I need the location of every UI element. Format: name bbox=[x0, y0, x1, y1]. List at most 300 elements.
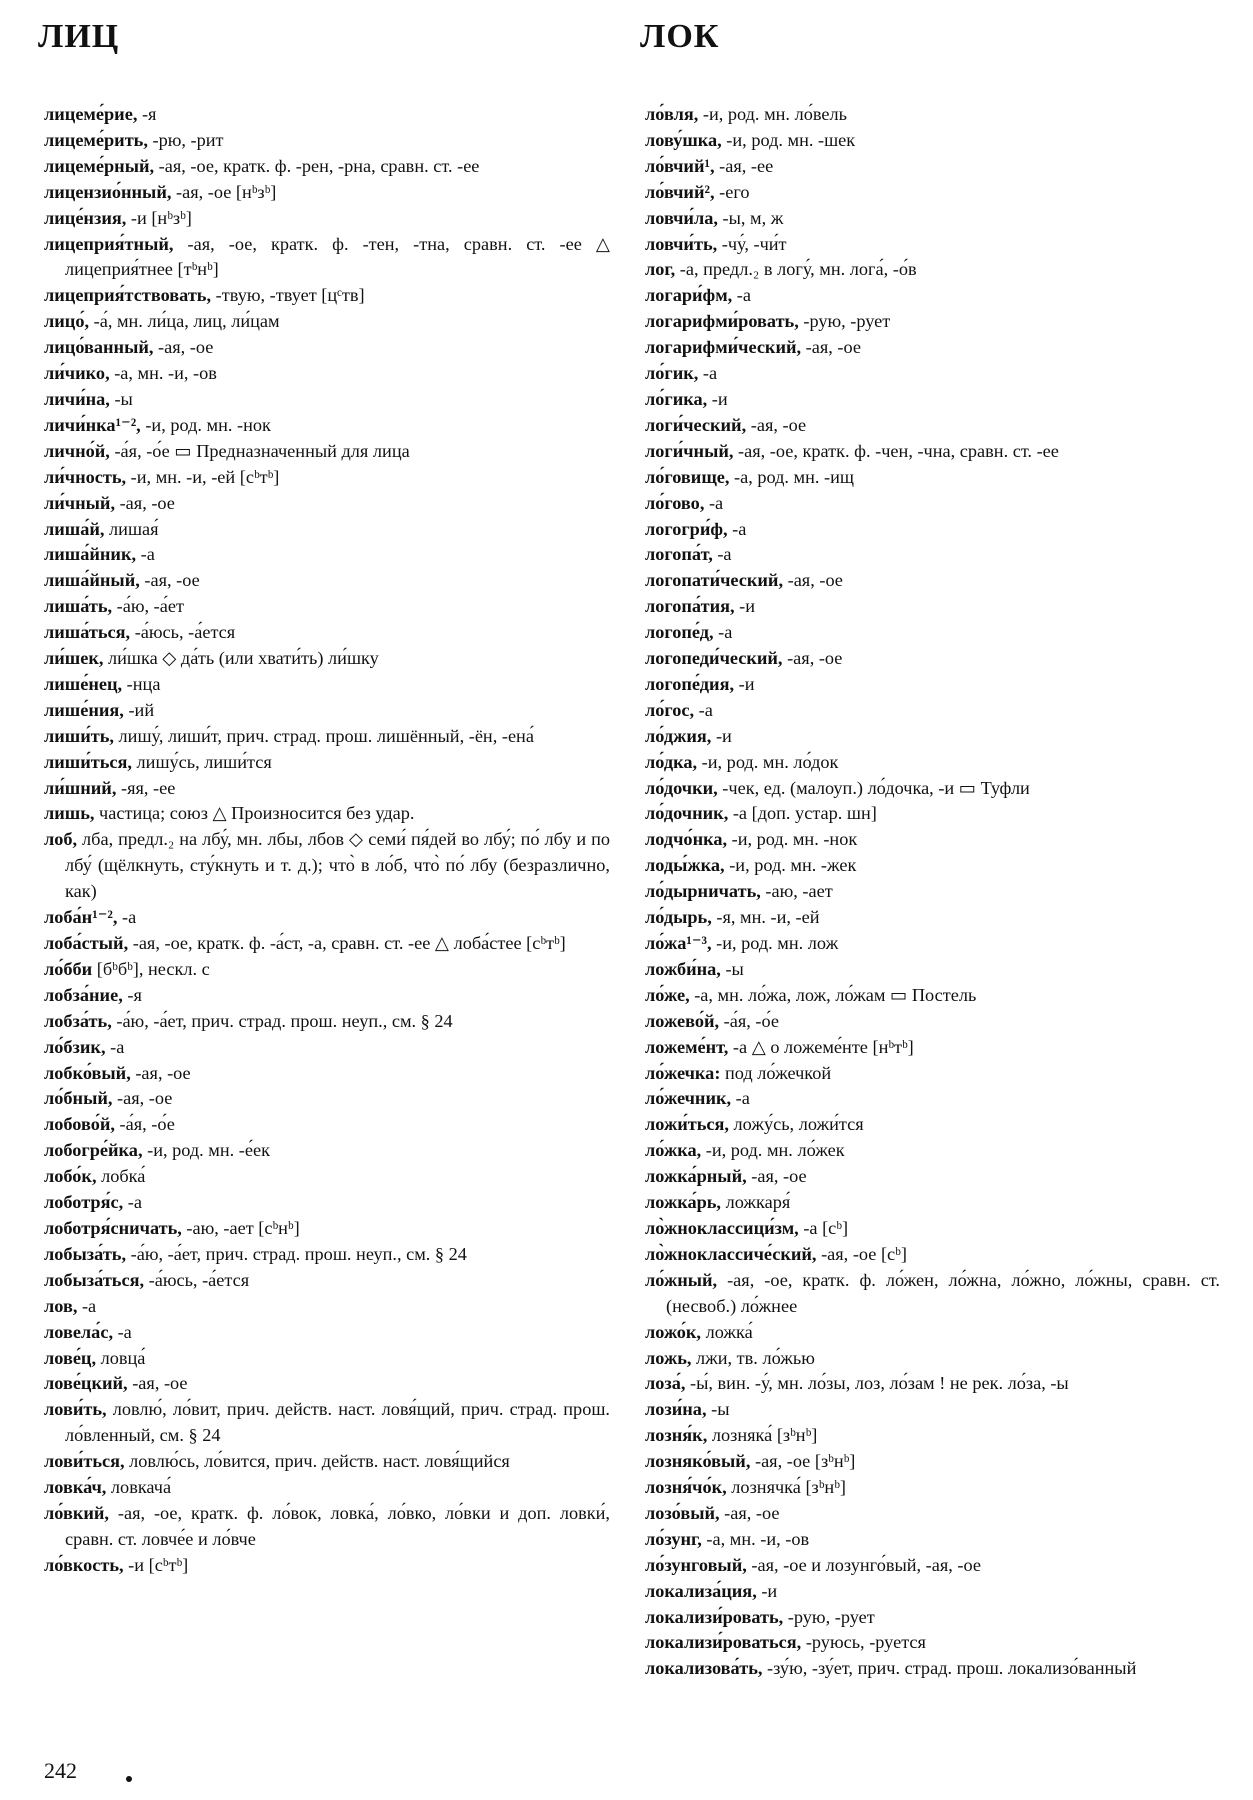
dictionary-entry bbox=[645, 1035, 1220, 1061]
entry-body: -и, род. мн. -жек bbox=[724, 855, 857, 876]
dictionary-entry bbox=[645, 1061, 1220, 1087]
dictionary-entry bbox=[44, 724, 610, 750]
entry-body: -а́я, -о́е bbox=[114, 1114, 175, 1135]
dictionary-entry bbox=[44, 465, 610, 491]
entry-body: -а, мн. -и, -ов bbox=[701, 1528, 810, 1549]
entry-body: -а bbox=[732, 285, 751, 306]
entry-headword: лицеприя́тствовать, bbox=[44, 285, 212, 306]
dictionary-entry bbox=[645, 776, 1220, 802]
entry-headword: ло́зунговый, bbox=[645, 1554, 747, 1575]
entry-body: лознячка́ [зᵇнᵇ] bbox=[726, 1477, 846, 1498]
dictionary-entry bbox=[44, 361, 610, 387]
entry-body: -и, род. мн. ло́вель bbox=[698, 104, 847, 124]
entry-headword: лоды́жка, bbox=[645, 855, 725, 876]
dictionary-entry bbox=[645, 1112, 1220, 1138]
dictionary-entry bbox=[645, 724, 1220, 750]
entry-body: -ая, -ое bbox=[127, 1373, 188, 1394]
entry-headword: лицеме́рие, bbox=[44, 104, 138, 124]
entry-headword: ло́вля, bbox=[645, 104, 699, 124]
dictionary-entry bbox=[645, 206, 1220, 232]
entry-body: -чек, ед. (малоуп.) ло́дочка, -и ▭ Туфли bbox=[717, 777, 1030, 798]
dictionary-entry bbox=[44, 413, 610, 439]
dictionary-entry bbox=[44, 672, 610, 698]
entry-headword: ло́же, bbox=[645, 984, 690, 1005]
dictionary-entry bbox=[44, 439, 610, 465]
left-column bbox=[44, 102, 610, 1579]
dictionary-entry bbox=[44, 1138, 610, 1164]
entry-headword: лоботря́сничать, bbox=[44, 1217, 182, 1238]
dictionary-entry bbox=[645, 283, 1220, 309]
entry-body: -и, род. мн. ло́жек bbox=[701, 1140, 845, 1161]
dictionary-entry bbox=[44, 1475, 610, 1501]
entry-headword: ло́дочник, bbox=[645, 803, 729, 824]
entry-headword: лов, bbox=[44, 1295, 78, 1316]
entry-body: -а bbox=[113, 1321, 132, 1342]
entry-body: лба, предл.₂ на лбу́, мн. лбы, лбов ◇ семи́ пя́дей во лбу́; по́ лбу и по лбу́ (щёлкнуть, сту́кнуть и т. д.); что̀ в ло́б, что̀ по́ лбу (безразлично, как) bbox=[65, 829, 610, 902]
dictionary-entry bbox=[645, 1190, 1220, 1216]
dictionary-entry bbox=[645, 387, 1220, 413]
dictionary-entry bbox=[645, 672, 1220, 698]
entry-headword: лоботря́с, bbox=[44, 1192, 124, 1213]
entry-body: -ая, -ое и лозунго́вый, -ая, -ое bbox=[746, 1554, 982, 1575]
dictionary-entry bbox=[44, 1164, 610, 1190]
entry-body: -и, род. мн. -е́ек bbox=[142, 1140, 270, 1161]
entry-body: -и bbox=[756, 1580, 778, 1601]
dictionary-entry bbox=[645, 1605, 1220, 1631]
entry-headword: ло́жечник, bbox=[645, 1088, 732, 1109]
dictionary-entry bbox=[44, 491, 610, 517]
entry-headword: лицо́, bbox=[44, 311, 90, 332]
entry-headword: лицеме́рный, bbox=[44, 155, 155, 176]
entry-body: -яя, -ее bbox=[116, 777, 176, 798]
entry-body: -а, мн. ло́жа, лож, ло́жам ▭ Постель bbox=[689, 984, 977, 1005]
dictionary-entry bbox=[44, 1397, 610, 1449]
entry-body: -а bbox=[123, 1192, 142, 1213]
dictionary-entry bbox=[44, 620, 610, 646]
entry-body: -а [доп. устар. шн] bbox=[728, 803, 877, 824]
entry-headword: лично́й, bbox=[44, 440, 110, 461]
dictionary-entry bbox=[44, 1061, 610, 1087]
entry-headword: ло́вкий, bbox=[44, 1502, 109, 1523]
entry-body: -руюсь, -руется bbox=[801, 1632, 926, 1653]
entry-body: -ая, -ое, кратк. ф. -тен, -тна, сравн. ст. -ее △ лицеприя́тнее [тᵇнᵇ] bbox=[65, 233, 610, 280]
entry-body: -аю, -ает bbox=[760, 881, 833, 902]
entry-headword: лобогре́йка, bbox=[44, 1140, 143, 1161]
entry-body: -ая, -ое [зᵇнᵇ] bbox=[750, 1451, 856, 1472]
entry-headword: лицензио́нный, bbox=[44, 181, 172, 202]
dictionary-entry bbox=[44, 387, 610, 413]
entry-headword: логопа́т, bbox=[645, 544, 713, 565]
dictionary-entry bbox=[645, 879, 1220, 905]
entry-headword: логи́ческий, bbox=[645, 414, 747, 435]
dictionary-entry bbox=[645, 905, 1220, 931]
entry-body: -я, мн. -и, -ей bbox=[711, 907, 820, 928]
dictionary-entry bbox=[645, 1164, 1220, 1190]
dictionary-entry bbox=[44, 646, 610, 672]
dictionary-entry bbox=[44, 1371, 610, 1397]
entry-body: -аю, -ает [сᵇнᵇ] bbox=[181, 1217, 300, 1238]
running-head-left: ЛИЦ bbox=[38, 18, 120, 55]
entry-body: -ая, -ое bbox=[801, 337, 861, 358]
dictionary-entry bbox=[645, 257, 1220, 283]
dictionary-entry bbox=[645, 1268, 1220, 1320]
entry-headword: ложеме́нт, bbox=[645, 1036, 729, 1057]
entry-body: -ая, -ое, кратк. ф. -а́ст, -а, сравн. ст. -ее △ лоба́стее [сᵇтᵇ] bbox=[128, 933, 566, 953]
dictionary-entry bbox=[645, 439, 1220, 465]
entry-body: -его bbox=[714, 181, 750, 202]
entry-headword: ложи́ться, bbox=[645, 1114, 729, 1135]
entry-body: -ая, -ое bbox=[112, 1088, 173, 1109]
entry-headword: лобыза́ться, bbox=[44, 1269, 145, 1290]
entry-body: ложкаря́ bbox=[721, 1192, 791, 1213]
dictionary-entry bbox=[645, 1656, 1220, 1682]
dictionary-entry bbox=[44, 128, 610, 154]
entry-headword: лоба́стый, bbox=[44, 933, 129, 953]
dictionary-entry bbox=[44, 776, 610, 802]
dictionary-entry bbox=[645, 1397, 1220, 1423]
dictionary-entry bbox=[44, 1501, 610, 1553]
entry-headword: локализова́ть, bbox=[645, 1658, 763, 1679]
dictionary-entry bbox=[645, 750, 1220, 776]
entry-body: под ло́жечкой bbox=[720, 1062, 832, 1083]
dictionary-entry bbox=[44, 1268, 610, 1294]
running-head-right: ЛОК bbox=[640, 18, 720, 55]
entry-body: лишу́, лиши́т, прич. страд. прош. лишённый, -ён, -ена́ bbox=[113, 725, 534, 746]
entry-headword: логогри́ф, bbox=[645, 518, 728, 539]
entry-headword: лог, bbox=[645, 259, 676, 280]
entry-headword: лобза́ть, bbox=[44, 1010, 112, 1031]
entry-body: -ая, -ое bbox=[746, 414, 807, 435]
dictionary-entry bbox=[44, 1009, 610, 1035]
dictionary-entry bbox=[44, 154, 610, 180]
dictionary-entry bbox=[44, 957, 610, 983]
entry-body: -зу́ю, -зу́ет, прич. страд. прош. локализо́ванный bbox=[762, 1658, 1137, 1679]
dictionary-entry bbox=[645, 1579, 1220, 1605]
entry-body: -и, род. мн. -шек bbox=[721, 129, 856, 150]
entry-body: -твую, -твует [цᶜтв] bbox=[211, 285, 365, 306]
entry-body: -ы bbox=[109, 388, 133, 409]
entry-headword: лиши́ть, bbox=[44, 725, 114, 746]
entry-headword: лоза́, bbox=[645, 1373, 686, 1394]
entry-headword: ложево́й, bbox=[645, 1010, 720, 1031]
entry-body: -а bbox=[731, 1088, 750, 1109]
entry-body: -ы, м, ж bbox=[717, 207, 784, 228]
entry-body: частица; союз △ Произносится без удар. bbox=[94, 803, 415, 824]
dictionary-entry bbox=[645, 1009, 1220, 1035]
entry-headword: ло́жный, bbox=[645, 1269, 718, 1290]
dictionary-entry bbox=[645, 801, 1220, 827]
dictionary-entry bbox=[645, 413, 1220, 439]
entry-body: -а, род. мн. -ищ bbox=[729, 466, 855, 487]
entry-headword: лозня́к, bbox=[645, 1425, 708, 1446]
entry-body: -а [сᵇ] bbox=[798, 1217, 849, 1238]
entry-headword: ловчи́ть, bbox=[645, 233, 718, 254]
entry-body: -а́я, -о́е ▭ Предназначенный для лица bbox=[109, 440, 410, 461]
entry-headword: ложо́к, bbox=[645, 1321, 701, 1342]
entry-headword: лише́нец, bbox=[44, 673, 123, 694]
dictionary-entry bbox=[44, 1553, 610, 1579]
entry-body: -ая, -ее bbox=[714, 155, 774, 176]
entry-headword: ло́зунг, bbox=[645, 1528, 702, 1549]
entry-headword: лову́шка, bbox=[645, 129, 722, 150]
entry-headword: лице́нзия, bbox=[44, 207, 127, 228]
dictionary-entry bbox=[44, 594, 610, 620]
dictionary-entry bbox=[44, 750, 610, 776]
entry-headword: логопа́тия, bbox=[645, 596, 735, 617]
entry-body: -а bbox=[704, 492, 724, 513]
entry-body: -и bbox=[734, 596, 756, 617]
entry-headword: ло̀жноклассици́зм, bbox=[645, 1217, 799, 1238]
entry-body: -ы́, вин. -у́, мн. ло́зы, лоз, ло́зам ! не рек. ло́за, -ы bbox=[685, 1373, 1069, 1394]
dictionary-entry bbox=[645, 1553, 1220, 1579]
entry-body: лобка́ bbox=[96, 1166, 146, 1187]
entry-headword: ло́гика, bbox=[645, 388, 708, 409]
entry-headword: лови́ть, bbox=[44, 1399, 107, 1420]
dictionary-entry bbox=[44, 180, 610, 206]
dictionary-entry bbox=[645, 983, 1220, 1009]
entry-headword: лози́на, bbox=[645, 1399, 707, 1420]
entry-body: -и, род. мн. -нок bbox=[140, 414, 271, 435]
entry-headword: лодчо́нка, bbox=[645, 829, 728, 850]
entry-body: [бᵇбᵇ], нескл. с bbox=[92, 958, 210, 979]
entry-headword: ло́дочки, bbox=[645, 777, 718, 798]
dictionary-entry bbox=[645, 542, 1220, 568]
entry-headword: лозо́вый, bbox=[645, 1502, 720, 1523]
entry-body: -ая, -ое, кратк. ф. -рен, -рна, сравн. ст. -ее bbox=[154, 155, 480, 176]
entry-body: -чу́, -чи́т bbox=[717, 233, 787, 254]
dictionary-entry bbox=[645, 335, 1220, 361]
entry-headword: ли́чный, bbox=[44, 492, 116, 513]
entry-headword: ловка́ч, bbox=[44, 1477, 107, 1498]
entry-headword: ло́бби bbox=[44, 958, 93, 979]
entry-headword: ло́бный, bbox=[44, 1088, 113, 1109]
entry-headword: логи́чный, bbox=[645, 440, 734, 461]
entry-headword: логари́фм, bbox=[645, 285, 733, 306]
entry-headword: лобза́ние, bbox=[44, 984, 123, 1005]
print-speck bbox=[126, 1776, 132, 1782]
entry-headword: ловчи́ла, bbox=[645, 207, 718, 228]
entry-headword: лицеме́рить, bbox=[44, 129, 148, 150]
entry-headword: ло́гос, bbox=[645, 699, 695, 720]
entry-headword: лишь, bbox=[44, 803, 95, 824]
entry-body: -ая, -ое bbox=[719, 1502, 780, 1523]
entry-body: -нца bbox=[122, 673, 161, 694]
entry-body: -а bbox=[117, 907, 137, 928]
entry-headword: ло̀жноклассиче́ский, bbox=[645, 1243, 817, 1264]
entry-body: -и bbox=[711, 725, 732, 746]
dictionary-entry bbox=[44, 1346, 610, 1372]
dictionary-entry bbox=[645, 154, 1220, 180]
dictionary-entry bbox=[44, 1320, 610, 1346]
dictionary-entry bbox=[645, 128, 1220, 154]
dictionary-entry bbox=[645, 232, 1220, 258]
dictionary-entry bbox=[645, 568, 1220, 594]
entry-headword: логарифми́ровать, bbox=[645, 311, 799, 332]
entry-headword: лиши́ться, bbox=[44, 751, 132, 772]
entry-headword: ло́дка, bbox=[645, 751, 698, 772]
entry-headword: ло́вчий¹, bbox=[645, 155, 715, 176]
entry-body: лишу́сь, лиши́тся bbox=[131, 751, 272, 772]
entry-body: -ая, -ое, кратк. ф. ло́жен, ло́жна, ло́жно, ло́жны, сравн. ст. (несвоб.) ло́жнее bbox=[666, 1269, 1220, 1316]
entry-headword: ло́жа¹⁻³, bbox=[645, 933, 712, 953]
entry-headword: лобово́й, bbox=[44, 1114, 115, 1135]
dictionary-entry bbox=[645, 620, 1220, 646]
entry-headword: лиша́йный, bbox=[44, 570, 140, 591]
entry-body: -я bbox=[137, 104, 157, 124]
entry-body: -а bbox=[77, 1295, 97, 1316]
dictionary-entry bbox=[44, 1190, 610, 1216]
entry-headword: лови́ться, bbox=[44, 1451, 125, 1472]
dictionary-entry bbox=[645, 1527, 1220, 1553]
entry-headword: ло́вчий², bbox=[645, 181, 715, 202]
entry-body: лозняка́ [зᵇнᵇ] bbox=[707, 1425, 818, 1446]
dictionary-entry bbox=[645, 853, 1220, 879]
entry-body: -а bbox=[694, 699, 713, 720]
dictionary-entry bbox=[44, 1086, 610, 1112]
entry-body: -ая, -ое [нᵇзᵇ] bbox=[171, 181, 277, 202]
entry-headword: лобыза́ть, bbox=[44, 1243, 127, 1264]
entry-headword: локализи́роваться, bbox=[645, 1632, 802, 1653]
entry-body: -а́, мн. ли́ца, лиц, ли́цам bbox=[89, 311, 280, 332]
dictionary-entry bbox=[645, 1216, 1220, 1242]
entry-headword: лиша́ться, bbox=[44, 622, 131, 643]
entry-headword: ло́жка, bbox=[645, 1140, 702, 1161]
entry-headword: ловела́с, bbox=[44, 1321, 114, 1342]
entry-body: -а́юсь, -а́ется bbox=[144, 1269, 250, 1290]
dictionary-entry bbox=[645, 1138, 1220, 1164]
entry-body: ловлю́, ло́вит, прич. действ. наст. ловя́щий, прич. страд. прош. ло́вленный, см. § 24 bbox=[65, 1399, 610, 1446]
entry-body: -а bbox=[712, 544, 732, 565]
entry-body: -и [нᵇзᵇ] bbox=[126, 207, 192, 228]
entry-body: -я bbox=[122, 984, 142, 1005]
dictionary-entry bbox=[44, 568, 610, 594]
entry-headword: лише́ния, bbox=[44, 699, 124, 720]
dictionary-entry bbox=[44, 232, 610, 284]
entry-body: -ая, -ое bbox=[153, 337, 214, 358]
entry-headword: лове́цкий, bbox=[44, 1373, 128, 1394]
entry-body: -а́ю, -а́ет, прич. страд. прош. неуп., см. § 24 bbox=[126, 1243, 467, 1264]
dictionary-entry bbox=[44, 983, 610, 1009]
entry-headword: локализа́ция, bbox=[645, 1580, 757, 1601]
dictionary-entry bbox=[645, 1449, 1220, 1475]
dictionary-entry bbox=[645, 594, 1220, 620]
dictionary-entry bbox=[645, 698, 1220, 724]
entry-body: -а́я, -о́е bbox=[719, 1010, 779, 1031]
entry-body: ложу́сь, ложи́тся bbox=[728, 1114, 864, 1135]
dictionary-entry bbox=[645, 1501, 1220, 1527]
dictionary-entry bbox=[645, 1630, 1220, 1656]
dictionary-entry bbox=[645, 1475, 1220, 1501]
entry-headword: ли́чико, bbox=[44, 363, 110, 384]
entry-body: ли́шка ◇ да́ть (или хвати́ть) ли́шку bbox=[103, 648, 379, 669]
dictionary-entry bbox=[645, 1371, 1220, 1397]
dictionary-entry bbox=[645, 957, 1220, 983]
dictionary-entry bbox=[44, 309, 610, 335]
dictionary-entry bbox=[645, 1242, 1220, 1268]
dictionary-entry bbox=[44, 698, 610, 724]
entry-headword: лицеприя́тный, bbox=[44, 233, 174, 254]
entry-headword: лоба́н¹⁻², bbox=[44, 907, 118, 928]
entry-body: лжи, тв. ло́жью bbox=[691, 1347, 815, 1368]
dictionary-entry bbox=[645, 180, 1220, 206]
entry-body: -а bbox=[698, 363, 718, 384]
entry-body: -а́юсь, -а́ется bbox=[130, 622, 236, 643]
dictionary-entry bbox=[645, 1320, 1220, 1346]
entry-body: -ая, -ое bbox=[782, 648, 843, 669]
entry-body: -а́ю, -а́ет, прич. страд. прош. неуп., см. § 24 bbox=[111, 1010, 453, 1031]
entry-body: -рую, -рует bbox=[798, 311, 891, 332]
dictionary-entry bbox=[44, 905, 610, 931]
entry-body: -и, род. мн. ло́док bbox=[697, 751, 839, 772]
entry-body: -ая, -ое, кратк. ф. ло́вок, ловка́, ло́вко, ло́вки и доп. ловки́, сравн. ст. ловче́е и ло́вче bbox=[65, 1502, 610, 1549]
dictionary-entry bbox=[645, 102, 1220, 128]
entry-headword: лозняко́вый, bbox=[645, 1451, 751, 1472]
entry-headword: ло́говище, bbox=[645, 466, 730, 487]
entry-body: ловца́ bbox=[96, 1347, 146, 1368]
entry-body: -а bbox=[105, 1036, 125, 1057]
dictionary-entry bbox=[44, 206, 610, 232]
entry-headword: личи́нка¹⁻², bbox=[44, 414, 141, 435]
entry-body: -рую, -рует bbox=[783, 1606, 875, 1627]
entry-headword: логопе́дия, bbox=[645, 673, 735, 694]
entry-body: -ая, -ое bbox=[130, 1062, 191, 1083]
dictionary-entry bbox=[44, 801, 610, 827]
entry-headword: лиша́йник, bbox=[44, 544, 137, 565]
entry-headword: ложби́на, bbox=[645, 958, 721, 979]
entry-headword: ло́гик, bbox=[645, 363, 699, 384]
entry-headword: логопати́ческий, bbox=[645, 570, 784, 591]
entry-headword: ложь, bbox=[645, 1347, 692, 1368]
dictionary-entry bbox=[44, 1449, 610, 1475]
dictionary-entry bbox=[645, 361, 1220, 387]
entry-headword: ложка́рь, bbox=[645, 1192, 721, 1213]
dictionary-entry bbox=[645, 309, 1220, 335]
entry-body: -а, предл.₂ в логу́, мн. лога́, -о́в bbox=[675, 259, 917, 280]
entry-body: лишая́ bbox=[104, 518, 159, 539]
dictionary-entry bbox=[44, 1294, 610, 1320]
entry-headword: логопеди́ческий, bbox=[645, 648, 783, 669]
dictionary-entry bbox=[44, 335, 610, 361]
dictionary-entry bbox=[44, 931, 610, 957]
dictionary-entry bbox=[44, 542, 610, 568]
entry-body: -ая, -ое bbox=[139, 570, 200, 591]
entry-body: -ая, -ое [сᵇ] bbox=[816, 1243, 907, 1264]
entry-body: -рю, -рит bbox=[147, 129, 224, 150]
entry-body: -и, род. мн. -нок bbox=[727, 829, 858, 850]
entry-headword: ло́жечка: bbox=[645, 1062, 721, 1083]
entry-headword: лове́ц, bbox=[44, 1347, 97, 1368]
dictionary-entry bbox=[645, 1346, 1220, 1372]
entry-headword: лозня́чо́к, bbox=[645, 1477, 727, 1498]
entry-body: -и, мн. -и, -ей [сᵇтᵇ] bbox=[126, 466, 280, 487]
dictionary-entry bbox=[645, 931, 1220, 957]
entry-headword: ли́шек, bbox=[44, 648, 104, 669]
entry-headword: лиша́ть, bbox=[44, 596, 113, 617]
entry-headword: ло́гово, bbox=[645, 492, 705, 513]
entry-headword: ло́вкость, bbox=[44, 1554, 124, 1575]
entry-headword: лобо́к, bbox=[44, 1166, 97, 1187]
dictionary-entry bbox=[645, 646, 1220, 672]
entry-body: ловлю́сь, ло́вится, прич. действ. наст. ловя́щийся bbox=[124, 1451, 510, 1472]
dictionary-entry bbox=[44, 283, 610, 309]
entry-body: -ий bbox=[123, 699, 155, 720]
entry-headword: лоб, bbox=[44, 829, 78, 850]
entry-body: -ая, -ое bbox=[783, 570, 843, 591]
dictionary-entry bbox=[645, 491, 1220, 517]
entry-body: -и bbox=[734, 673, 755, 694]
entry-body: -а bbox=[727, 518, 747, 539]
entry-body: -ая, -ое bbox=[746, 1166, 807, 1187]
